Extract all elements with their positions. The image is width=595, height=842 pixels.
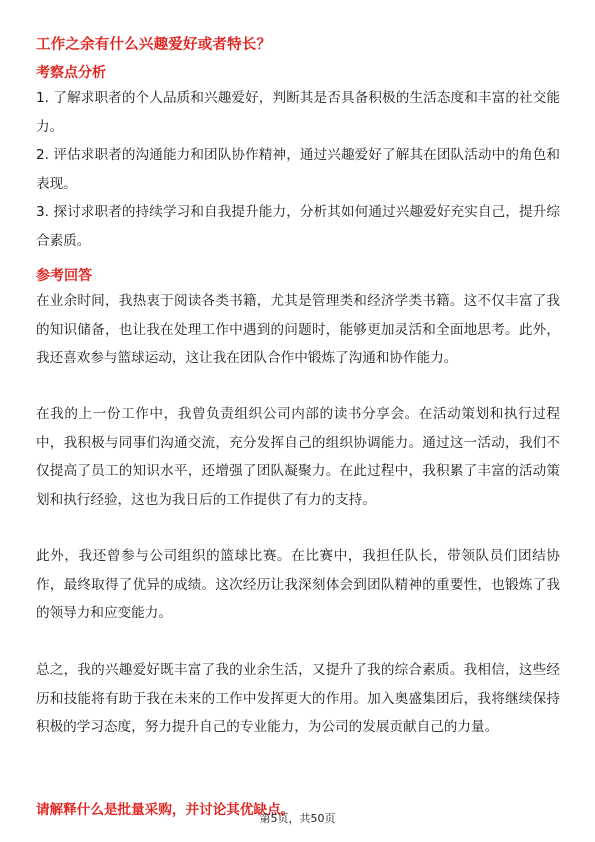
question-title: 工作之余有什么兴趣爱好或者特长？: [36, 37, 272, 53]
answer-paragraph-2: 在我的上一份工作中，我曾负责组织公司内部的读书分享会。在活动策划和执行过程中，我积极与同事们沟通交流，充分发挥自己的组织协调能力。通过这一活动，我们不仅提高了员工的知识水平，还增强了团队凝聚力。在此过程中，我积累了丰富的活动策划和执行经验，这也为我日后的工作提供了有力的支持。: [36, 406, 560, 508]
analysis-heading: 考察点分析: [36, 65, 106, 81]
answer-paragraph-4: 总之，我的兴趣爱好既丰富了我的业余生活，又提升了我的综合素质。我相信，这些经历和技能将有助于我在未来的工作中发挥更大的作用。加入奥盛集团后，我将继续保持积极的学习态度，努力提升自己的专业能力，为公司的发展贡献自己的力量。: [36, 662, 560, 736]
answer-paragraph-3: 此外，我还曾参与公司组织的篮球比赛。在比赛中，我担任队长，带领队员们团结协作，最终取得了优异的成绩。这次经历让我深刻体会到团队精神的重要性，也锻炼了我的领导力和应变能力。: [36, 548, 560, 622]
page-number: 第5页，共50页: [259, 812, 336, 825]
answer-paragraph-1: 在业余时间，我热衷于阅读各类书籍，尤其是管理类和经济学类书籍。这不仅丰富了我的知识储备，也让我在处理工作中遇到的问题时，能够更加灵活和全面地思考。此外，我还喜欢参与篮球运动，这让我在团队合作中锻炼了沟通和协作能力。: [36, 293, 560, 367]
analysis-point-3: 3. 探讨求职者的持续学习和自我提升能力，分析其如何通过兴趣爱好充实自己，提升综合素质。: [36, 204, 560, 249]
analysis-point-2: 2. 评估求职者的沟通能力和团队协作精神，通过兴趣爱好了解其在团队活动中的角色和表现。: [36, 147, 560, 192]
answer-heading: 参考回答: [36, 268, 92, 284]
analysis-point-1: 1. 了解求职者的个人品质和兴趣爱好，判断其是否具备积极的生活态度和丰富的社交能力。: [36, 90, 560, 135]
next-question-title: 请解释什么是批量采购，并讨论其优缺点。: [36, 802, 295, 818]
